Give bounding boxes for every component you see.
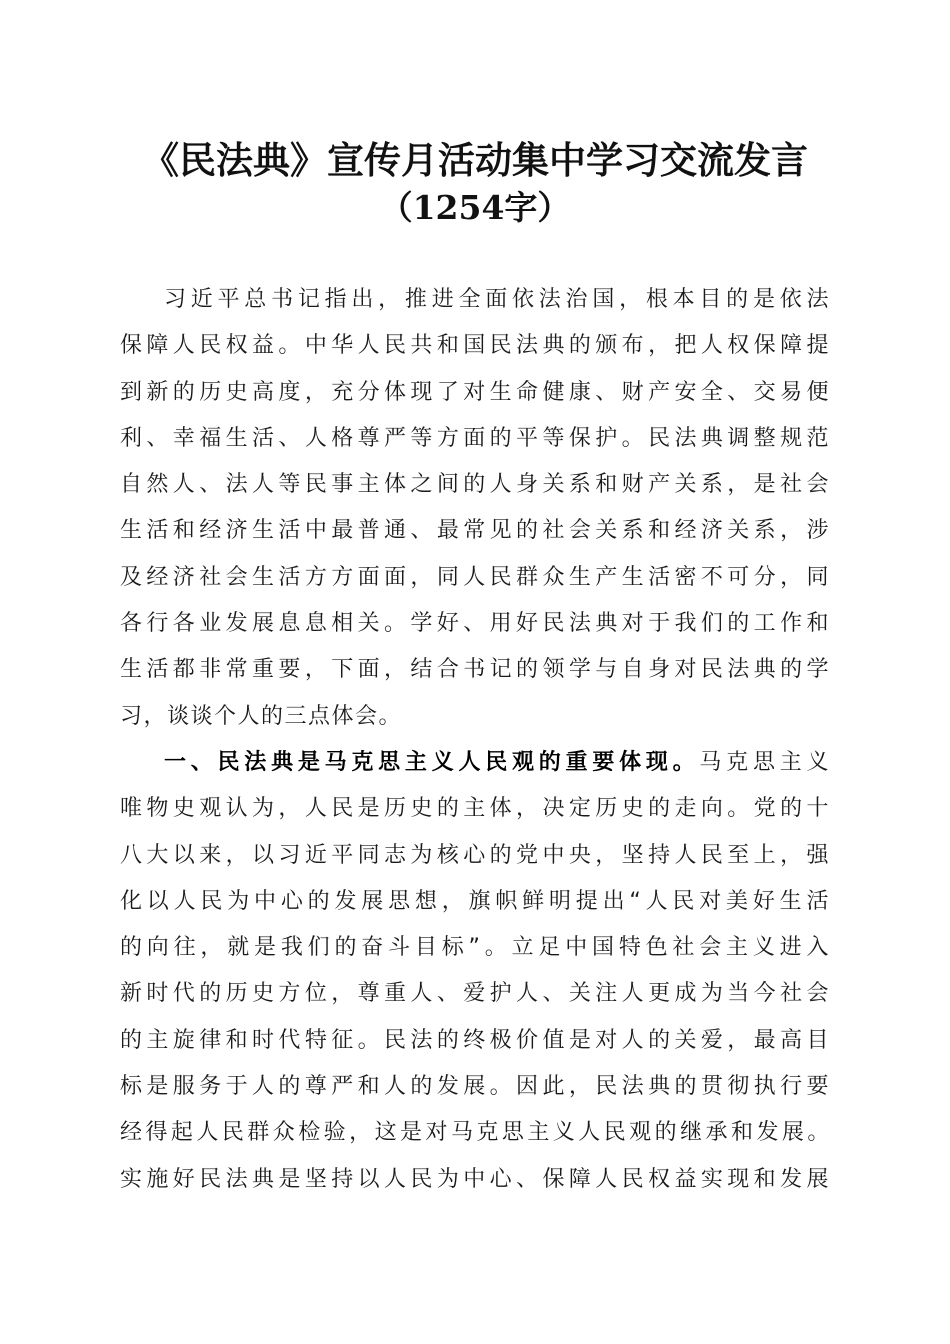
paragraph-line: 化以人民为中心的发展思想，旗帜鲜明提出“人民对美好生活 — [120, 888, 830, 914]
paragraph-line: 生活都非常重要，下面，结合书记的领学与自身对民法典的学 — [120, 657, 830, 683]
paragraph-line: 自然人、法人等民事主体之间的人身关系和财产关系，是社会 — [120, 472, 830, 498]
section-heading: 一、民法典是马克思主义人民观的重要体现。 — [164, 749, 700, 775]
paragraph-line: 利、幸福生活、人格尊严等方面的平等保护。民法典调整规范 — [120, 425, 830, 451]
paragraph-line: 生活和经济生活中最普通、最常见的社会关系和经济关系，涉 — [120, 518, 830, 544]
paragraph-line: 唯物史观认为，人民是历史的主体，决定历史的走向。党的十 — [120, 796, 830, 822]
title-main: 《民法典》宣传月活动集中学习交流发言 — [142, 138, 808, 182]
paragraph-line: 各行各业发展息息相关。学好、用好民法典对于我们的工作和 — [120, 611, 830, 637]
section-heading-line — [120, 740, 830, 786]
paragraph-line: 及经济社会生活方方面面，同人民群众生产生活密不可分，同 — [120, 564, 830, 590]
paragraph-line: 的主旋律和时代特征。民法的终极价值是对人的关爱，最高目 — [120, 1027, 830, 1053]
title-word-count: （1254字） — [379, 188, 571, 227]
paragraph-line: 新时代的历史方位，尊重人、爱护人、关注人更成为当今社会 — [120, 981, 830, 1007]
paragraph-line-rest: 马克思主义 — [699, 749, 830, 775]
paragraph-line: 习近平总书记指出，推进全面依法治国，根本目的是依法 — [164, 287, 830, 312]
paragraph-line: 八大以来，以习近平同志为核心的党中央，坚持人民至上，强 — [120, 842, 830, 868]
paragraph-line: 习，谈谈个人的三点体会。 — [120, 703, 403, 729]
document-body — [120, 277, 830, 1203]
paragraph-line: 标是服务于人的尊严和人的发展。因此，民法典的贯彻执行要 — [120, 1074, 830, 1100]
paragraph-line: 经得起人民群众检验，这是对马克思主义人民观的继承和发展。 — [120, 1120, 830, 1146]
document-title — [0, 134, 950, 230]
paragraph-line: 的向往，就是我们的奋斗目标”。立足中国特色社会主义进入 — [120, 935, 830, 961]
paragraph-line: 到新的历史高度，充分体现了对生命健康、财产安全、交易便 — [120, 379, 830, 405]
paragraph-line: 保障人民权益。中华人民共和国民法典的颁布，把人权保障提 — [120, 333, 830, 359]
paragraph-line: 实施好民法典是坚持以人民为中心、保障人民权益实现和发展 — [120, 1166, 830, 1192]
